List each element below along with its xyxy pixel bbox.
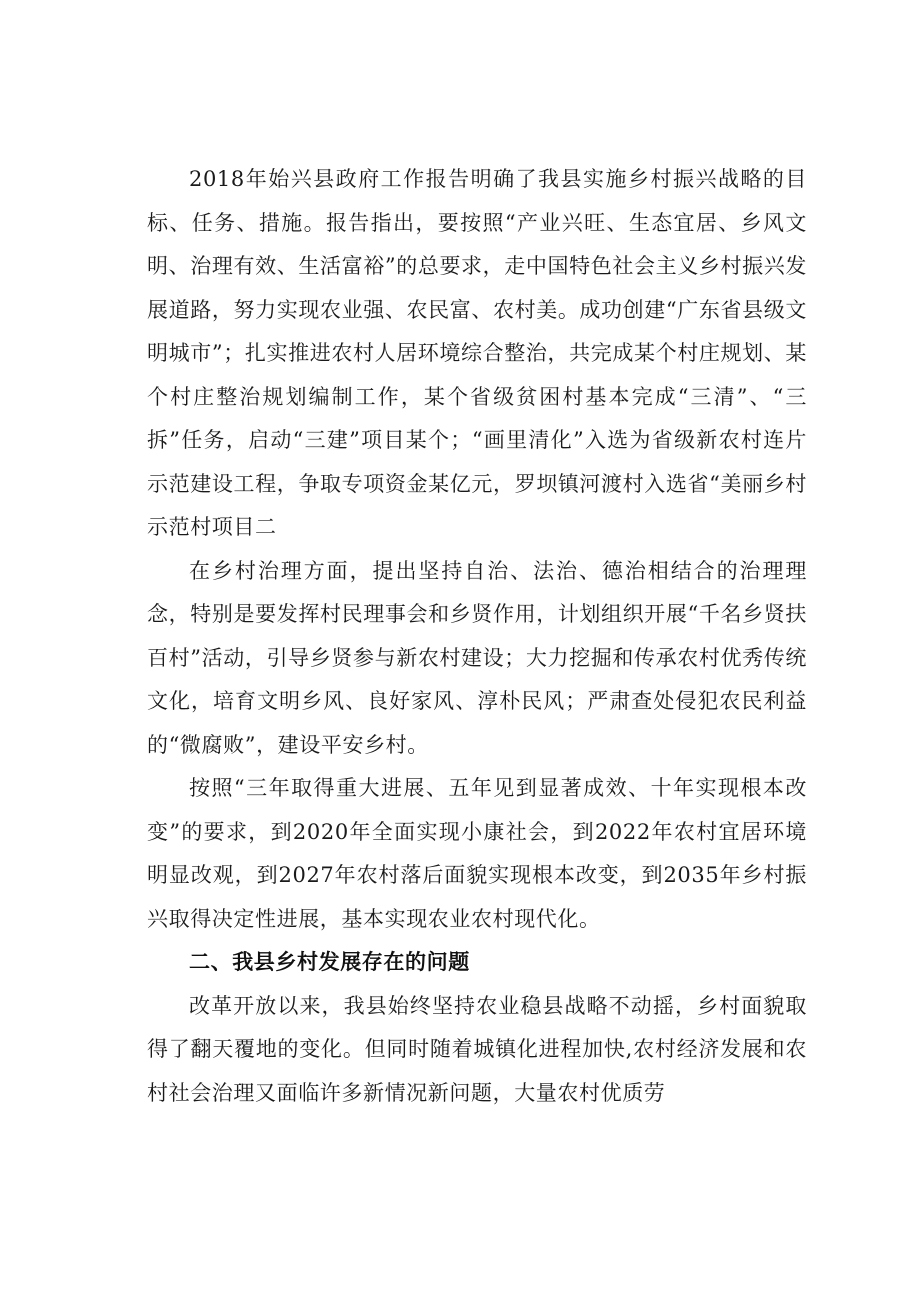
document-body [147, 158, 807, 1115]
paragraph-village-revitalization-goals: 2018年始兴县政府工作报告明确了我县实施乡村振兴战略的目标、任务、措施。报告指出，要按照“产业兴旺、生态宜居、乡风文明、治理有效、生活富裕”的总要求，走中国特色社会主义乡村振兴发展道路，努力实现农业强、农民富、农村美。成功创建“广东省县级文明城市”；扎实推进农村人居环境综合整治，共完成某个村庄规划、某个村庄整治规划编制工作，某个省级贫困村基本完成“三清”、“三拆”任务，启动“三建”项目某个；“画里清化”入选为省级新农村连片示范建设工程，争取专项资金某亿元，罗坝镇河渡村入选省“美丽乡村示范村项目二 [147, 167, 807, 539]
paragraph-timeline-targets: 按照“三年取得重大进展、五年见到显著成效、十年实现根本改变”的要求，到2020年全面实现小康社会，到2022年农村宜居环境明显改观，到2027年农村落后面貌实现根本改变，到2035年乡村振兴取得决定性进展，基本实现农业农村现代化。 [147, 776, 807, 931]
paragraph-development-problems: 改革开放以来，我县始终坚持农业稳县战略不动摇，乡村面貌取得了翻天覆地的变化。但同时随着城镇化进程加快,农村经济发展和农村社会治理又面临许多新情况新问题，大量农村优质劳 [147, 993, 807, 1105]
section-heading: 二、我县乡村发展存在的问题 [189, 950, 470, 974]
paragraph-village-governance: 在乡村治理方面，提出坚持自治、法治、德治相结合的治理理念，特别是要发挥村民理事会和乡贤作用，计划组织开展“千名乡贤扶百村”活动，引导乡贤参与新农村建设；大力挖掘和传承农村优秀传统文化，培育文明乡风、良好家风、淳朴民风；严肃查处侵犯农民利益的“微腐败”，建设平安乡村。 [147, 558, 807, 757]
